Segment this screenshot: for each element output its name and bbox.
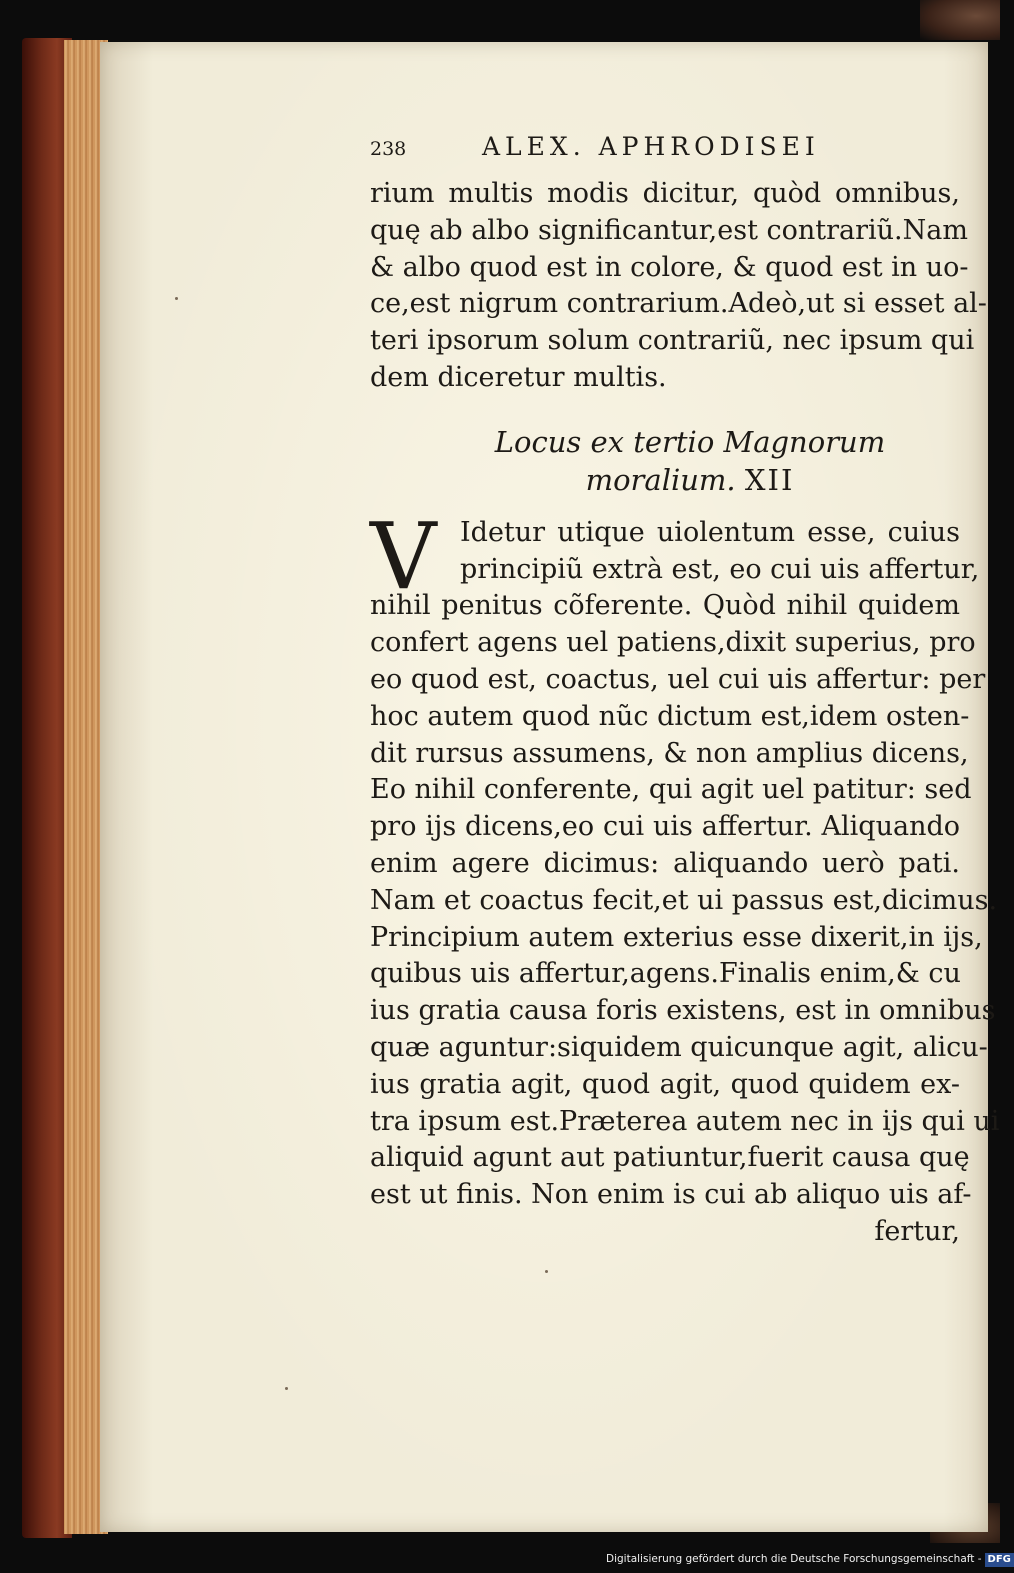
text-line: quæ aguntur:siquidem quicunque agit, alicu- (370, 1031, 988, 1063)
text-line: Idetur utique uiolentum esse, cuius (460, 516, 960, 548)
text-line: dit rursus assumens, & non amplius dicens, (370, 737, 969, 769)
paragraph-continued (370, 176, 987, 397)
paper-speck (545, 1270, 548, 1273)
text-line: principiũ extrà est, eo cui uis affertur, (460, 553, 980, 585)
drop-cap: V (370, 502, 437, 610)
text-line: quibus uis affertur,agens.Finalis enim,& cu (370, 958, 961, 990)
catchword: fertur, (874, 1215, 960, 1247)
paper-speck (175, 297, 178, 300)
text-line: Principium autem exterius esse dixerit,in ijs, (370, 921, 983, 953)
paper-speck (285, 1387, 288, 1390)
text-line: confert agens uel patiens,dixit superius, pro (370, 627, 976, 659)
text-line: eo quod est, coactus, uel cui uis affertur: per (370, 663, 986, 695)
running-title: ALEX. APHRODISEI (482, 132, 820, 161)
text-line: Nam et coactus fecit,et ui passus est,dicimus. (370, 884, 998, 916)
section-heading-subtitle: moralium. (585, 462, 736, 497)
text-line: pro ijs dicens,eo cui uis affertur. Aliquando (370, 811, 960, 843)
paper-page (100, 42, 1000, 1532)
text-line: Eo nihil conferente, qui agit uel patitur: sed (370, 774, 972, 806)
text-line: est ut finis. Non enim is cui ab aliquo uis af- (370, 1179, 972, 1211)
section-heading-line1: Locus ex tertio Magnorum (494, 424, 886, 459)
text-line: hoc autem quod nũc dictum est,idem osten- (370, 700, 970, 732)
section-heading-line2 (390, 461, 990, 499)
digitization-footer (606, 1550, 1011, 1568)
page-text (370, 132, 1000, 1251)
running-head (370, 132, 970, 176)
text-line: & albo quod est in colore, & quod est in uo- (370, 251, 969, 283)
footer-credit: Digitalisierung gefördert durch die Deutsche Forschungsgemeinschaft - (606, 1553, 982, 1565)
section-body (370, 502, 1000, 1251)
text-line: ius gratia causa foris existens, est in omnibus (370, 995, 996, 1027)
text-line: nihil penitus cõferente. Quòd nihil quidem (370, 590, 960, 622)
section-number: XII (744, 462, 795, 497)
text-line: ius gratia agit, quod agit, quod quidem ex- (370, 1068, 960, 1100)
corner-shadow-top (920, 0, 1000, 40)
text-line: enim agere dicimus: aliquando uerò pati. (370, 847, 960, 879)
text-line: dem diceretur multis. (370, 361, 667, 393)
text-line: aliquid agunt aut patiuntur,fuerit causa quę (370, 1142, 970, 1174)
text-line: rium multis modis dicitur, quòd omnibus, (370, 178, 960, 209)
page-number: 238 (370, 138, 407, 160)
dfg-logo: DFG (985, 1553, 1014, 1567)
text-line: teri ipsorum solum contrariũ, nec ipsum qui (370, 325, 975, 357)
text-line: tra ipsum est.Præterea autem nec in ijs qui ui (370, 1105, 1000, 1137)
text-line: ce,est nigrum contrarium.Adeò,ut si esset al- (370, 288, 987, 320)
text-line: quę ab albo significantur,est contrariũ.Nam (370, 214, 968, 246)
